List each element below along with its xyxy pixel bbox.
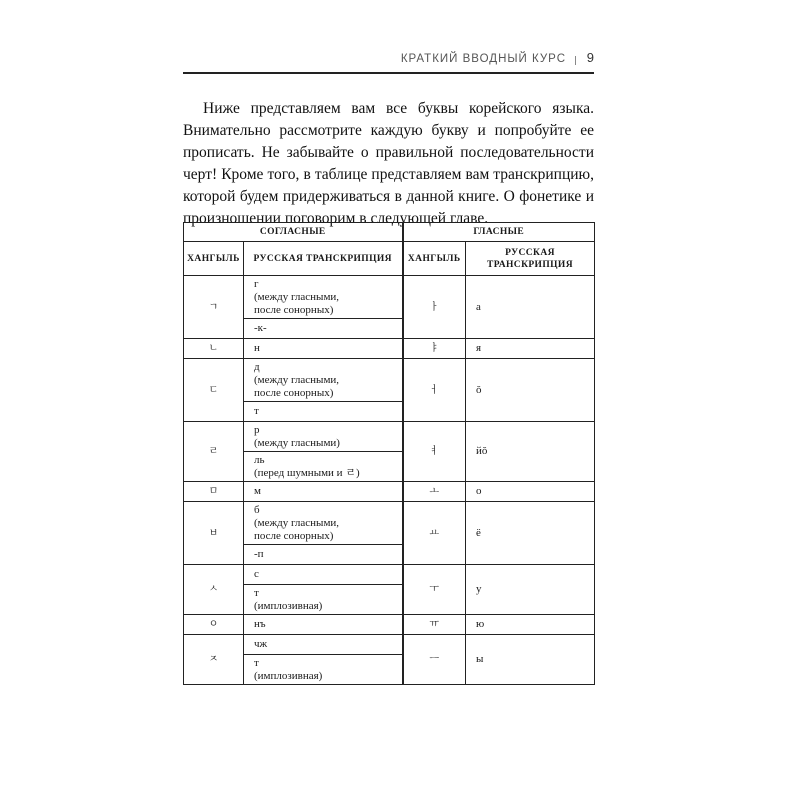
table-row	[184, 502, 595, 545]
consonant-hangul: ㅇ	[184, 615, 244, 635]
vowel-hangul: ㅗ	[403, 482, 466, 502]
consonant-transcription: с	[244, 565, 403, 585]
consonant-hangul: ㄱ	[184, 276, 244, 339]
consonant-hangul: ㄴ	[184, 339, 244, 359]
consonant-hangul: ㅁ	[184, 482, 244, 502]
table-row	[184, 422, 595, 452]
table-row	[184, 339, 595, 359]
consonant-transcription: м	[244, 482, 403, 502]
consonant-transcription: ль (перед шумными и ㄹ)	[244, 452, 403, 482]
header-title: КРАТКИЙ ВВОДНЫЙ КУРС	[400, 53, 566, 65]
intro-paragraph: Ниже представляем вам все буквы корейского языка. Внимательно рассмотрите каждую букву и попробуйте ее прописать. Не забывайте о правильной последовательности черт! Кроме того, в таблице представляем вам транскрипцию, которой будем придерживаться в данной книге. О фонетике и произношении поговорим в следующей главе.	[183, 100, 594, 227]
vowel-transcription: а	[466, 276, 595, 339]
consonant-hangul: ㅈ	[184, 635, 244, 685]
header-separator	[575, 56, 576, 65]
vowel-hangul: ㅑ	[403, 339, 466, 359]
consonant-hangul-col: ХАНГЫЛЬ	[184, 242, 244, 276]
consonant-transcription: д (между гласными, после сонорных)	[244, 359, 403, 402]
running-header	[183, 50, 594, 70]
consonant-transcription: т (имплозивная)	[244, 655, 403, 685]
consonant-transcription: н	[244, 339, 403, 359]
table-row	[184, 359, 595, 402]
consonant-hangul: ㄷ	[184, 359, 244, 422]
consonants-header: СОГЛАСНЫЕ	[184, 223, 403, 242]
consonant-transcription: б (между гласными, после сонорных)	[244, 502, 403, 545]
vowel-hangul: ㅠ	[403, 615, 466, 635]
vowel-transcription: у	[466, 565, 595, 615]
vowel-transcription: ю	[466, 615, 595, 635]
consonant-transcription: нъ	[244, 615, 403, 635]
vowel-transcription: йŏ	[466, 422, 595, 482]
vowel-hangul: ㅡ	[403, 635, 466, 685]
alphabet-table	[183, 222, 595, 685]
consonant-transcription-col: РУССКАЯ ТРАНСКРИПЦИЯ	[244, 242, 403, 276]
header-rule	[183, 72, 594, 74]
vowel-hangul: ㅕ	[403, 422, 466, 482]
consonant-transcription: т (имплозивная)	[244, 585, 403, 615]
vowel-transcription: о	[466, 482, 595, 502]
consonant-transcription: р (между гласными)	[244, 422, 403, 452]
vowel-hangul: ㅜ	[403, 565, 466, 615]
vowel-hangul-col: ХАНГЫЛЬ	[403, 242, 466, 276]
vowels-header: ГЛАСНЫЕ	[403, 223, 595, 242]
consonant-transcription: г (между гласными, после сонорных)	[244, 276, 403, 319]
vowel-hangul: ㅏ	[403, 276, 466, 339]
consonant-hangul: ㄹ	[184, 422, 244, 482]
table-row	[184, 635, 595, 655]
consonant-hangul: ㅅ	[184, 565, 244, 615]
alphabet-table-body	[184, 276, 595, 685]
vowel-hangul: ㅛ	[403, 502, 466, 565]
vowel-transcription-col: РУССКАЯ ТРАНСКРИПЦИЯ	[466, 242, 595, 276]
consonant-transcription: т	[244, 402, 403, 422]
vowel-transcription: я	[466, 339, 595, 359]
consonant-transcription: -к-	[244, 319, 403, 339]
page-number: 9	[586, 50, 594, 65]
vowel-transcription: ŏ	[466, 359, 595, 422]
vowel-transcription: ё	[466, 502, 595, 565]
table-row	[184, 482, 595, 502]
consonant-transcription: -п	[244, 545, 403, 565]
consonant-hangul: ㅂ	[184, 502, 244, 565]
table-row	[184, 615, 595, 635]
vowel-hangul: ㅓ	[403, 359, 466, 422]
table-row	[184, 565, 595, 585]
table-row	[184, 276, 595, 319]
consonant-transcription: чж	[244, 635, 403, 655]
vowel-transcription: ы	[466, 635, 595, 685]
